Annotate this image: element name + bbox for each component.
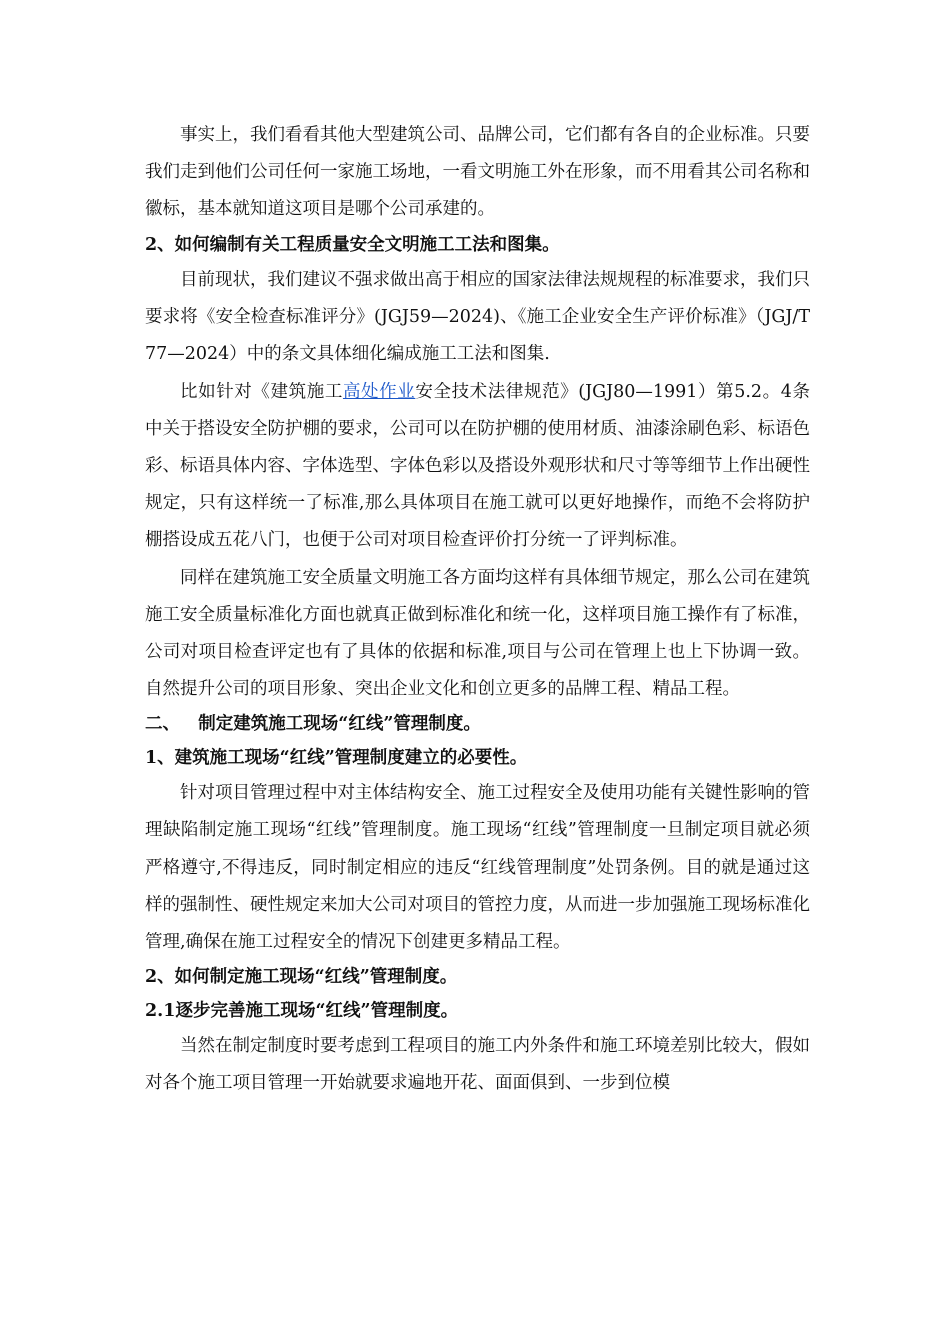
paragraph-enterprise-standards: 事实上，我们看看其他大型建筑公司、品牌公司，它们都有各自的企业标准。只要我们走到他们公司任何一家施工场地，一看文明施工外在形象，而不用看其公司名称和徽标，基本就知道这项目是哪个公司承建的。 [145, 125, 810, 220]
heading-how-to-make-red-line: 2、如何制定施工现场“红线”管理制度。 [145, 967, 458, 988]
paragraph-project-conditions: 当然在制定制度时要考虑到工程项目的施工内外条件和施工环境差别比较大，假如对各个施工项目管理一开始就要求遍地开花、面面俱到、一步到位模 [145, 1036, 810, 1094]
paragraph-current-situation: 目前现状，我们建议不强求做出高于相应的国家法律法规规程的标准要求，我们只要求将《安全检查标准评分》(JGJ59—2024)、《施工企业安全生产评价标准》（JGJ/T77—2024）中的条文具体细化编成施工工法和图集. [145, 270, 810, 365]
heading-red-line-necessity: 1、建筑施工现场“红线”管理制度建立的必要性。 [145, 747, 528, 768]
paragraph-standardization: 同样在建筑施工安全质量文明施工各方面均这样有具体细节规定，那么公司在建筑施工安全质量标准化方面也就真正做到标准化和统一化，这样项目施工操作有了标准，公司对项目检查评定也有了具体的依据和标准,项目与公司在管理上也上下协调一致。自然提升公司的项目形象、突出企业文化和创立更多的品牌工程、精品工程。 [145, 567, 810, 700]
heading-compile-methods-atlas: 2、如何编制有关工程质量安全文明施工工法和图集。 [145, 234, 560, 255]
document-body [145, 117, 810, 1103]
heading-improve-red-line: 2.1逐步完善施工现场“红线”管理制度。 [145, 1000, 459, 1021]
paragraph-text-after-link: 安全技术法律规范》(JGJ80—1991）第5.2。4条中关于搭设安全防护棚的要求，公司可以在防护棚的使用材质、油漆涂刷色彩、标语色彩、标语具体内容、字体选型、字体色彩以及搭设外观形状和尺寸等等细节上作出硬性规定，只有这样统一了标准,那么具体项目在施工就可以更好地操作，而绝不会将防护棚搭设成五花八门，也便于公司对项目检查评价打分统一了评判标准。 [145, 381, 811, 551]
paragraph-text-before-link: 比如针对《建筑施工 [180, 381, 343, 402]
heading-section-two: 二、 制定建筑施工现场“红线”管理制度。 [145, 714, 481, 735]
work-at-height-link[interactable]: 高处作业 [342, 381, 416, 402]
paragraph-protective-shed-example [145, 374, 810, 560]
paragraph-red-line-system: 针对项目管理过程中对主体结构安全、施工过程安全及使用功能有关键性影响的管理缺陷制定施工现场“红线”管理制度。施工现场“红线”管理制度一旦制定项目就必须严格遵守,不得违反，同时制定相应的违反“红线管理制度”处罚条例。目的就是通过这样的强制性、硬性规定来加大公司对项目的管控力度，从而进一步加强施工现场标准化管理,确保在施工过程安全的情况下创建更多精品工程。 [145, 783, 810, 953]
